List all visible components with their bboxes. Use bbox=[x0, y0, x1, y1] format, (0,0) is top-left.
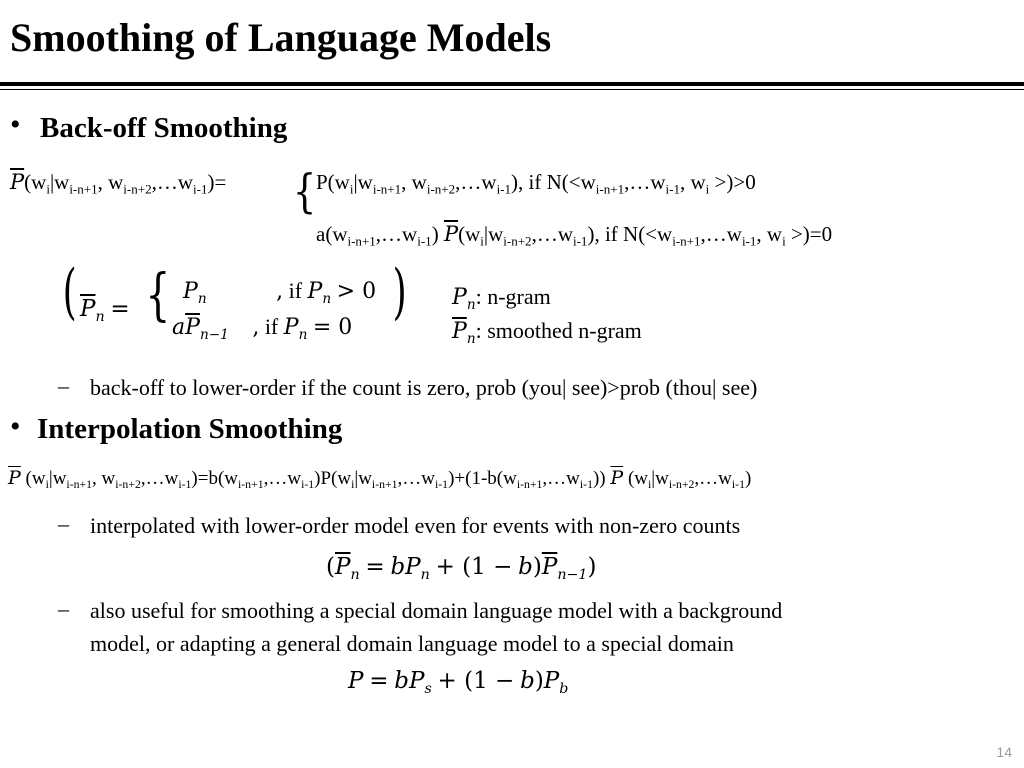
domain-adaptation-equation: $P = bP_s + (1 - b)P_b$ bbox=[348, 668, 569, 697]
compact-left-paren: ( bbox=[62, 257, 77, 327]
title-underline-thin bbox=[0, 89, 1024, 90]
backoff-formula-case1: $P(w_i|w_{i-n+1}$, $w_{i-n+2},\dots w_{i-1}$), if $N(<w_{i-n+1},\dots w_{i-1}$, $w_i >)>0$ bbox=[316, 170, 756, 197]
backoff-case-brace: { bbox=[292, 164, 317, 218]
compact-case2: $a\overline{P}_{n-1}$ , if $P_n = 0$ bbox=[172, 314, 353, 343]
compact-brace: { bbox=[145, 263, 171, 328]
dash-icon: – bbox=[58, 511, 69, 536]
backoff-heading: Back-off Smoothing bbox=[40, 112, 288, 144]
legend-pn-smoothed: $\overline{P}_n$: smoothed n-gram bbox=[452, 318, 642, 347]
interpolation-point2-line2: model, or adapting a general domain language model to a special domain bbox=[90, 631, 734, 656]
title-underline-thick bbox=[0, 82, 1024, 86]
compact-case1: $P_n$ , if $P_n > 0$ bbox=[183, 278, 377, 307]
interpolation-heading: Interpolation Smoothing bbox=[37, 413, 343, 445]
interpolation-formula: $\overline{P}$ ($w_i|w_{i-n+1}$, $w_{i-n+2},\dots w_{i-1})=b(w_{i-n+1},\dots w_{i-1})P(w_i|w_{i-n+1},\dots w_{i-1})+(1-b(w_{i-n+1},\dots w_{i-1}))$ $\overline{P}$ $(w_i|w_{i-n+2},\dots w_{i-1})$ bbox=[8, 467, 752, 492]
page-number: 14 bbox=[996, 744, 1012, 760]
dash-icon: – bbox=[58, 373, 69, 398]
bullet-dot-icon: • bbox=[10, 410, 21, 443]
interpolation-point1: interpolated with lower-order model even for events with non-zero counts bbox=[90, 513, 741, 538]
compact-lhs: $\overline{P}_n$ = bbox=[80, 296, 130, 325]
legend-pn: $P_n$: n-gram bbox=[452, 284, 551, 313]
bullet-dot-icon: • bbox=[10, 108, 21, 141]
interpolation-equation: $(\overline{P}_n = bP_n + (1 - b)\overline{P}_{n-1})$ bbox=[326, 554, 597, 583]
backoff-note: back-off to lower-order if the count is zero, prob (you| see)>prob (thou| see) bbox=[90, 375, 758, 400]
slide-title: Smoothing of Language Models bbox=[10, 15, 552, 60]
backoff-formula-case2: $a(w_{i-n+1},\dots w_{i-1})$ $\overline{P}(w_i|w_{i-n+2},\dots w_{i-1})$, if $N(<w_{i-n+1},\dots w_{i-1}$, $w_i >)=0$ bbox=[316, 222, 833, 249]
interpolation-point2-line1: also useful for smoothing a special domain language model with a background bbox=[90, 598, 783, 623]
dash-icon: – bbox=[58, 596, 69, 621]
backoff-formula-lhs: $\overline{P}(w_i|w_{i-n+1}$, $w_{i-n+2},\dots w_{i-1})=$ bbox=[10, 170, 227, 197]
compact-right-paren: ) bbox=[392, 257, 407, 327]
